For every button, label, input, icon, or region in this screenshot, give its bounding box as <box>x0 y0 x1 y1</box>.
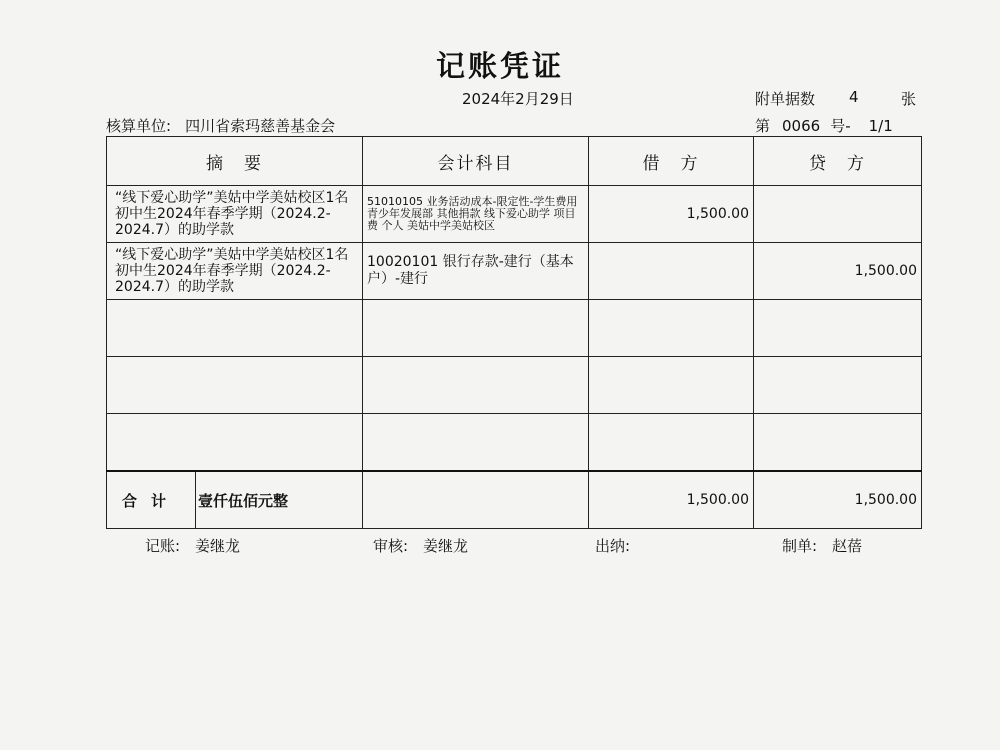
entry-account: 51010105 业务活动成本-限定性-学生费用 青少年发展部 其他捐款 线下爱心助学 项目费 个人 美姑中学美姑校区 <box>363 186 589 243</box>
total-label: 合计 <box>107 472 196 528</box>
voucher-table <box>106 136 922 529</box>
entry-debit: 1,500.00 <box>589 186 754 243</box>
accounting-unit-label: 核算单位: <box>106 117 172 135</box>
voucher-number <box>755 115 893 136</box>
header-debit: 借 方 <box>589 137 754 186</box>
entry-credit <box>754 186 922 243</box>
voucher-page-count: 1/1 <box>868 117 893 135</box>
entry-summary: “线下爱心助学”美姑中学美姑校区1名初中生2024年春季学期（2024.2-2024.7）的助学款 <box>107 186 363 243</box>
header-credit: 贷 方 <box>754 137 922 186</box>
table-row <box>107 243 922 300</box>
empty-row <box>107 414 922 472</box>
voucher-date: 2024年2月29日 <box>462 90 574 108</box>
attachments-label: 附单据数 <box>755 90 816 108</box>
voucher-number-suffix: 号- <box>830 117 851 135</box>
empty-row <box>107 300 922 357</box>
accounting-unit <box>106 115 335 136</box>
reviewer-signature: 审核: 姜继龙 <box>373 537 469 555</box>
total-in-words: 壹仟伍佰元整 <box>198 491 289 510</box>
entry-account: 10020101 银行存款-建行（基本户）-建行 <box>363 243 589 300</box>
total-row <box>107 471 922 529</box>
table-header-row <box>107 137 922 186</box>
bookkeeper-signature: 记账: 姜继龙 <box>145 537 241 555</box>
attachments-unit: 张 <box>901 90 917 108</box>
total-credit: 1,500.00 <box>754 471 922 529</box>
table-row <box>107 186 922 243</box>
entry-credit: 1,500.00 <box>754 243 922 300</box>
cashier-signature: 出纳: <box>595 537 631 555</box>
voucher-number-prefix: 第 <box>755 117 771 135</box>
attachments-count: 4 <box>849 88 859 106</box>
header-account: 会计科目 <box>363 137 589 186</box>
entry-debit <box>589 243 754 300</box>
preparer-signature: 制单: 赵蓓 <box>782 537 863 555</box>
voucher-number-value: 0066 <box>782 117 821 135</box>
empty-row <box>107 357 922 414</box>
header-summary: 摘 要 <box>107 137 363 186</box>
accounting-unit-value: 四川省索玛慈善基金会 <box>185 117 336 135</box>
entry-summary: “线下爱心助学”美姑中学美姑校区1名初中生2024年春季学期（2024.2-2024.7）的助学款 <box>107 243 363 300</box>
total-debit: 1,500.00 <box>589 471 754 529</box>
voucher-title: 记账凭证 <box>435 49 564 83</box>
